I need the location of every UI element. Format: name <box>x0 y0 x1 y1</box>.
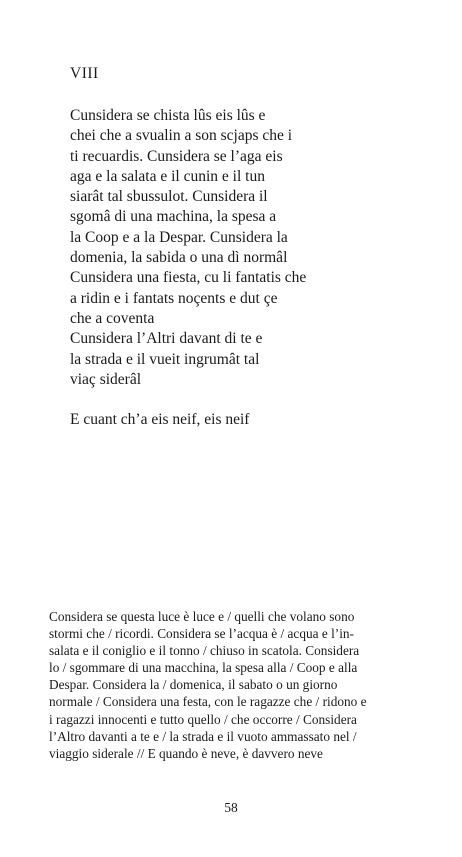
page-number: 58 <box>224 800 238 815</box>
translation-line: viaggio siderale // E quando è neve, è davvero neve <box>49 745 323 761</box>
italian-translation <box>49 608 415 762</box>
poem-line: la Coop e a la Despar. Cunsidera la <box>70 228 288 246</box>
translation-line: l’Altro davanti a te e / la strada e il vuoto ammassato nel / <box>49 728 357 744</box>
poem-friulian <box>70 106 306 431</box>
poem-line: sgomâ di una machina, la spesa a <box>70 208 277 226</box>
stanza-break <box>70 390 306 410</box>
translation-line: Considera se questa luce è luce e / quelli che volano sono <box>49 609 355 624</box>
poem-line: a ridin e i fantats noçents e dut çe <box>70 289 278 307</box>
section-number: VIII <box>70 65 99 82</box>
poem-line: siarât tal sbussulot. Cunsidera il <box>70 188 268 206</box>
poem-line: la strada e il vueit ingrumât tal <box>70 350 260 368</box>
poem-line: chei che a svualin a son scjaps che i <box>70 127 293 145</box>
translation-line: stormi che / ricordi. Considera se l’acqua è / acqua e l’in- <box>49 626 354 642</box>
poem-line: Cunsidera l’Altri davant di te e <box>70 330 263 348</box>
poem-line: E cuant ch’a eis neif, eis neif <box>70 411 250 429</box>
translation-line: normale / Considera una festa, con le ragazze che / ridono e <box>49 694 367 710</box>
poem-line: Cunsidera una fiesta, cu li fantatis che <box>70 269 307 287</box>
translation-line: i ragazzi innocenti e tutto quello / che occorre / Considera <box>49 711 357 727</box>
poem-line: aga e la salata e il cunin e il tun <box>70 167 265 185</box>
translation-line: salata e il coniglio e il tonno / chiuso in scatola. Considera <box>49 643 360 659</box>
poem-line: ti recuardis. Cunsidera se l’aga eis <box>70 147 283 165</box>
poem-line: viaç siderâl <box>70 370 142 388</box>
poem-line: che a coventa <box>70 309 155 327</box>
translation-line: lo / sgommare di una macchina, la spesa alla / Coop e alla <box>49 660 358 676</box>
translation-line: Despar. Considera la / domenica, il sabato o un giorno <box>49 677 338 693</box>
poem-line: domenia, la sabida o una dì normâl <box>70 249 288 267</box>
poem-line: Cunsidera se chista lûs eis lûs e <box>70 107 266 124</box>
